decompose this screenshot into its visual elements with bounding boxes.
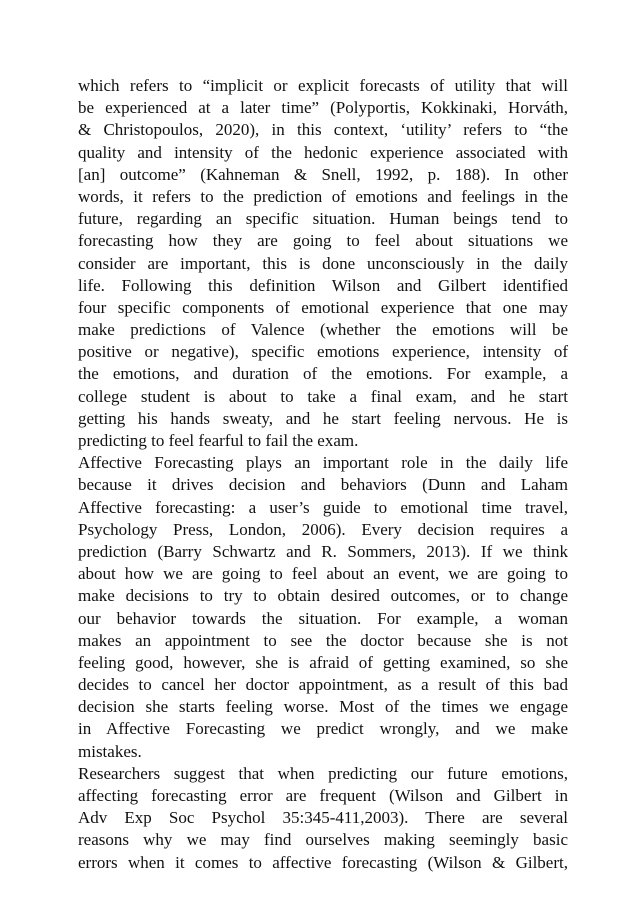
text-line: four specific components of emotional experience that one may (78, 297, 568, 317)
text-line: our behavior towards the situation. For example, a woman (78, 608, 568, 628)
text-line: feeling good, however, she is afraid of getting examined, so she (78, 652, 568, 672)
text-line: Adv Exp Soc Psychol 35:345-411,2003). There are several (78, 808, 568, 828)
text-line: makes an appointment to see the doctor because she is not (78, 630, 568, 650)
text-line: [an] outcome” (Kahneman & Snell, 1992, p. 188). In other (78, 164, 568, 184)
text-line: positive or negative), specific emotions experience, intensity of (78, 342, 568, 362)
text-line: consider are important, this is done unconsciously in the daily (78, 253, 568, 273)
text-line: reasons why we may find ourselves making seemingly basic (78, 830, 568, 850)
text-line: mistakes. (78, 741, 142, 761)
text-line: & Christopoulos, 2020), in this context, ‘utility’ refers to “the (78, 120, 568, 140)
text-line: prediction (Barry Schwartz and R. Sommers, 2013). If we think (78, 541, 568, 561)
text-line: make predictions of Valence (whether the emotions will be (78, 320, 568, 340)
text-line: college student is about to take a final exam, and he start (78, 386, 568, 406)
text-line: predicting to feel fearful to fail the exam. (78, 431, 359, 450)
text-line: affecting forecasting error are frequent (Wilson and Gilbert in (78, 786, 568, 805)
text-line: Affective Forecasting plays an important role in the daily life (78, 453, 568, 473)
text-line: about how we are going to feel about an event, we are going to (78, 564, 568, 584)
text-line: the emotions, and duration of the emotions. For example, a (78, 364, 568, 384)
body-text (78, 75, 568, 874)
text-line: Psychology Press, London, 2006). Every decision requires a (78, 519, 568, 539)
text-line: quality and intensity of the hedonic experience associated with (78, 142, 568, 162)
text-line: forecasting how they are going to feel about situations we (78, 231, 568, 251)
text-line: words, it refers to the prediction of emotions and feelings in the (78, 186, 568, 206)
text-line: because it drives decision and behaviors (Dunn and Laham (78, 475, 568, 495)
text-line: errors when it comes to affective forecasting (Wilson & Gilbert, (78, 852, 568, 872)
text-line: which refers to “implicit or explicit forecasts of utility that will (78, 76, 568, 95)
text-line: be experienced at a later time” (Polyportis, Kokkinaki, Horváth, (78, 98, 568, 118)
text-line: decision she starts feeling worse. Most of the times we engage (78, 697, 568, 717)
text-line: make decisions to try to obtain desired outcomes, or to change (78, 586, 568, 606)
text-line: Researchers suggest that when predicting our future emotions, (78, 763, 568, 783)
text-line: in Affective Forecasting we predict wrongly, and we make (78, 719, 568, 739)
text-line: future, regarding an specific situation. Human beings tend to (78, 209, 568, 229)
text-line: Affective forecasting: a user’s guide to emotional time travel, (78, 497, 568, 517)
text-line: decides to cancel her doctor appointment, as a result of this bad (78, 675, 568, 695)
text-line: getting his hands sweaty, and he start feeling nervous. He is (78, 408, 568, 428)
text-line: life. Following this definition Wilson and Gilbert identified (78, 275, 568, 295)
